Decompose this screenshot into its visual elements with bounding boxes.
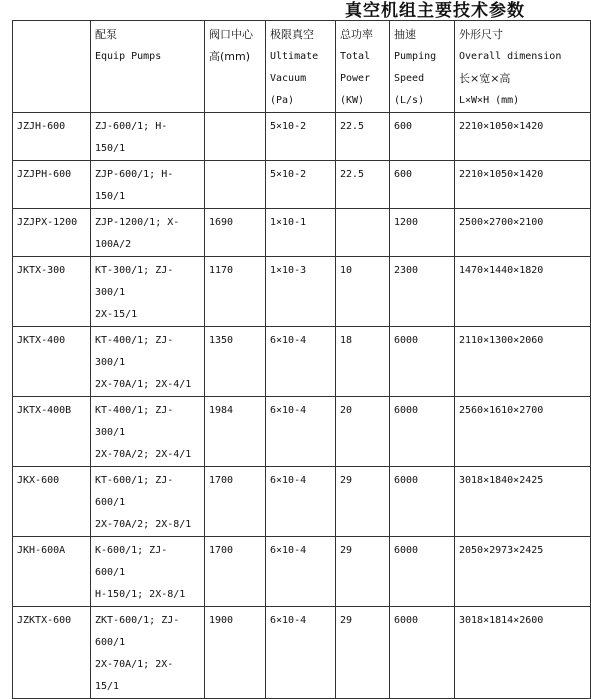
- speed-text: 2300: [394, 265, 419, 276]
- cell-dimension: [455, 257, 591, 327]
- dimension-text: 2210×1050×1420: [459, 121, 544, 132]
- vacuum-text: 6×10-4: [270, 615, 307, 626]
- speed-text: 6000: [394, 475, 419, 486]
- pumps-line: 100A/2: [95, 239, 132, 250]
- pumps-line: 2X-70A/1; 2X-: [95, 659, 174, 670]
- valve-height-text: 1700: [209, 545, 234, 556]
- cell-vacuum: [266, 397, 336, 467]
- pumps-line: 2X-70A/1; 2X-4/1: [95, 379, 192, 390]
- pumps-line: K-600/1; ZJ-: [95, 545, 168, 556]
- power-text: 18: [340, 335, 353, 346]
- valve-height-text: 1984: [209, 405, 234, 416]
- model-text: JKTX-300: [17, 265, 66, 276]
- header-cell-dimension: [455, 21, 591, 113]
- power-text: 29: [340, 545, 353, 556]
- cell-pumps: [91, 607, 205, 699]
- model-text: JZJPX-1200: [17, 217, 78, 228]
- cell-vacuum: [266, 467, 336, 537]
- pumps-line: 600/1: [95, 637, 126, 648]
- header-valve-unit: 高(mm): [209, 50, 251, 63]
- header-pumps-zh: 配泵: [95, 28, 117, 41]
- pumps-line: 300/1: [95, 427, 126, 438]
- cell-speed: [390, 397, 455, 467]
- header-dimension-unit: L×W×H (mm): [459, 95, 520, 106]
- power-text: 22.5: [340, 169, 365, 180]
- table-row: [13, 397, 591, 467]
- cell-dimension: [455, 161, 591, 209]
- table-row: [13, 113, 591, 161]
- table-row: [13, 209, 591, 257]
- cell-valve-height: [205, 113, 266, 161]
- cell-valve-height: [205, 467, 266, 537]
- vacuum-text: 6×10-4: [270, 545, 307, 556]
- table-row: [13, 467, 591, 537]
- vacuum-text: 6×10-4: [270, 475, 307, 486]
- cell-model: [13, 607, 91, 699]
- cell-vacuum: [266, 113, 336, 161]
- valve-height-text: 1700: [209, 475, 234, 486]
- pumps-line: 150/1: [95, 191, 126, 202]
- cell-pumps: [91, 537, 205, 607]
- valve-height-text: 1170: [209, 265, 234, 276]
- power-text: 10: [340, 265, 353, 276]
- header-pumps-en: Equip Pumps: [95, 51, 162, 62]
- pumps-line: 2X-15/1: [95, 309, 138, 320]
- cell-speed: [390, 113, 455, 161]
- dimension-text: 2050×2973×2425: [459, 545, 544, 556]
- pumps-line: KT-400/1; ZJ-: [95, 405, 174, 416]
- cell-pumps: [91, 209, 205, 257]
- speed-text: 1200: [394, 217, 419, 228]
- pumps-line: ZJ-600/1; H-: [95, 121, 168, 132]
- cell-valve-height: [205, 607, 266, 699]
- cell-dimension: [455, 537, 591, 607]
- cell-model: [13, 397, 91, 467]
- model-text: JZKTX-600: [17, 615, 72, 626]
- table-row: [13, 537, 591, 607]
- valve-height-text: 1690: [209, 217, 234, 228]
- dimension-text: 3018×1814×2600: [459, 615, 544, 626]
- dimension-text: 2210×1050×1420: [459, 169, 544, 180]
- pumps-line: H-150/1; 2X-8/1: [95, 589, 186, 600]
- header-power-en-1: Total: [340, 51, 371, 62]
- pumps-line: 2X-70A/2; 2X-4/1: [95, 449, 192, 460]
- cell-vacuum: [266, 607, 336, 699]
- pumps-line: ZJP-1200/1; X-: [95, 217, 180, 228]
- cell-power: [336, 209, 390, 257]
- cell-power: [336, 397, 390, 467]
- model-text: JZJH-600: [17, 121, 66, 132]
- cell-model: [13, 113, 91, 161]
- dimension-text: 2500×2700×2100: [459, 217, 544, 228]
- cell-dimension: [455, 209, 591, 257]
- dimension-text: 2110×1300×2060: [459, 335, 544, 346]
- speed-text: 6000: [394, 335, 419, 346]
- cell-speed: [390, 607, 455, 699]
- header-power-en-2: Power: [340, 73, 371, 84]
- power-text: 29: [340, 475, 353, 486]
- cell-vacuum: [266, 257, 336, 327]
- header-vacuum-zh: 极限真空: [270, 28, 314, 41]
- header-power-unit: (KW): [340, 95, 365, 106]
- cell-valve-height: [205, 397, 266, 467]
- pumps-line: 600/1: [95, 567, 126, 578]
- pumps-line: 600/1: [95, 497, 126, 508]
- speed-text: 6000: [394, 615, 419, 626]
- cell-dimension: [455, 607, 591, 699]
- header-power-zh: 总功率: [340, 28, 373, 41]
- model-text: JKTX-400B: [17, 405, 72, 416]
- pumps-line: 2X-70A/2; 2X-8/1: [95, 519, 192, 530]
- header-cell-speed: [390, 21, 455, 113]
- cell-valve-height: [205, 209, 266, 257]
- cell-speed: [390, 467, 455, 537]
- dimension-text: 1470×1440×1820: [459, 265, 544, 276]
- cell-power: [336, 327, 390, 397]
- power-text: 29: [340, 615, 353, 626]
- vacuum-text: 6×10-4: [270, 335, 307, 346]
- cell-vacuum: [266, 537, 336, 607]
- table-row: [13, 161, 591, 209]
- cell-pumps: [91, 113, 205, 161]
- vacuum-text: 1×10-3: [270, 265, 307, 276]
- header-cell-model: [13, 21, 91, 113]
- cell-dimension: [455, 397, 591, 467]
- cell-speed: [390, 537, 455, 607]
- vacuum-text: 1×10-1: [270, 217, 307, 228]
- cell-speed: [390, 161, 455, 209]
- cell-model: [13, 467, 91, 537]
- cell-vacuum: [266, 209, 336, 257]
- cell-dimension: [455, 467, 591, 537]
- header-vacuum-en-1: Ultimate: [270, 51, 319, 62]
- cell-model: [13, 257, 91, 327]
- cell-vacuum: [266, 327, 336, 397]
- cell-valve-height: [205, 537, 266, 607]
- cell-valve-height: [205, 257, 266, 327]
- model-text: JZJPH-600: [17, 169, 72, 180]
- model-text: JKX-600: [17, 475, 60, 486]
- cell-power: [336, 607, 390, 699]
- cell-pumps: [91, 397, 205, 467]
- spec-table: [12, 20, 591, 699]
- cell-model: [13, 161, 91, 209]
- table-body: [13, 113, 591, 699]
- power-text: 20: [340, 405, 353, 416]
- cell-model: [13, 537, 91, 607]
- cell-dimension: [455, 113, 591, 161]
- pumps-line: ZJP-600/1; H-: [95, 169, 174, 180]
- header-dimension-zh-2: 长×宽×高: [459, 72, 511, 85]
- vacuum-text: 5×10-2: [270, 121, 307, 132]
- speed-text: 600: [394, 121, 413, 132]
- cell-vacuum: [266, 161, 336, 209]
- valve-height-text: 1350: [209, 335, 234, 346]
- table-row: [13, 327, 591, 397]
- model-text: JKTX-400: [17, 335, 66, 346]
- cell-pumps: [91, 257, 205, 327]
- header-vacuum-en-2: Vacuum: [270, 73, 307, 84]
- cell-dimension: [455, 327, 591, 397]
- header-cell-pumps: [91, 21, 205, 113]
- speed-text: 600: [394, 169, 413, 180]
- dimension-text: 2560×1610×2700: [459, 405, 544, 416]
- cell-power: [336, 161, 390, 209]
- cell-valve-height: [205, 327, 266, 397]
- pumps-line: 300/1: [95, 357, 126, 368]
- vacuum-text: 6×10-4: [270, 405, 307, 416]
- header-cell-power: [336, 21, 390, 113]
- valve-height-text: 1900: [209, 615, 234, 626]
- header-dimension-zh: 外形尺寸: [459, 28, 503, 41]
- table-header-row: [13, 21, 591, 113]
- cell-power: [336, 113, 390, 161]
- cell-power: [336, 537, 390, 607]
- header-speed-en-1: Pumping: [394, 51, 437, 62]
- cell-speed: [390, 257, 455, 327]
- cell-power: [336, 257, 390, 327]
- cell-power: [336, 467, 390, 537]
- document-title: 真空机组主要技术参数: [345, 1, 525, 21]
- table-row: [13, 257, 591, 327]
- cell-pumps: [91, 327, 205, 397]
- header-valve-zh: 阀口中心: [209, 28, 253, 41]
- pumps-line: KT-300/1; ZJ-: [95, 265, 174, 276]
- vacuum-text: 5×10-2: [270, 169, 307, 180]
- cell-speed: [390, 209, 455, 257]
- pumps-line: KT-600/1; ZJ-: [95, 475, 174, 486]
- pumps-line: KT-400/1; ZJ-: [95, 335, 174, 346]
- power-text: 22.5: [340, 121, 365, 132]
- speed-text: 6000: [394, 405, 419, 416]
- cell-model: [13, 327, 91, 397]
- header-vacuum-unit: (Pa): [270, 95, 295, 106]
- pumps-line: 300/1: [95, 287, 126, 298]
- cell-pumps: [91, 467, 205, 537]
- header-cell-valve-height: [205, 21, 266, 113]
- pumps-line: 15/1: [95, 681, 120, 692]
- header-dimension-en: Overall dimension: [459, 51, 562, 62]
- header-speed-zh: 抽速: [394, 28, 416, 41]
- cell-valve-height: [205, 161, 266, 209]
- header-speed-en-2: Speed: [394, 73, 425, 84]
- cell-model: [13, 209, 91, 257]
- model-text: JKH-600A: [17, 545, 66, 556]
- cell-speed: [390, 327, 455, 397]
- header-speed-unit: (L/s): [394, 95, 425, 106]
- speed-text: 6000: [394, 545, 419, 556]
- pumps-line: ZKT-600/1; ZJ-: [95, 615, 180, 626]
- dimension-text: 3018×1840×2425: [459, 475, 544, 486]
- cell-pumps: [91, 161, 205, 209]
- table-row: [13, 607, 591, 699]
- pumps-line: 150/1: [95, 143, 126, 154]
- header-cell-vacuum: [266, 21, 336, 113]
